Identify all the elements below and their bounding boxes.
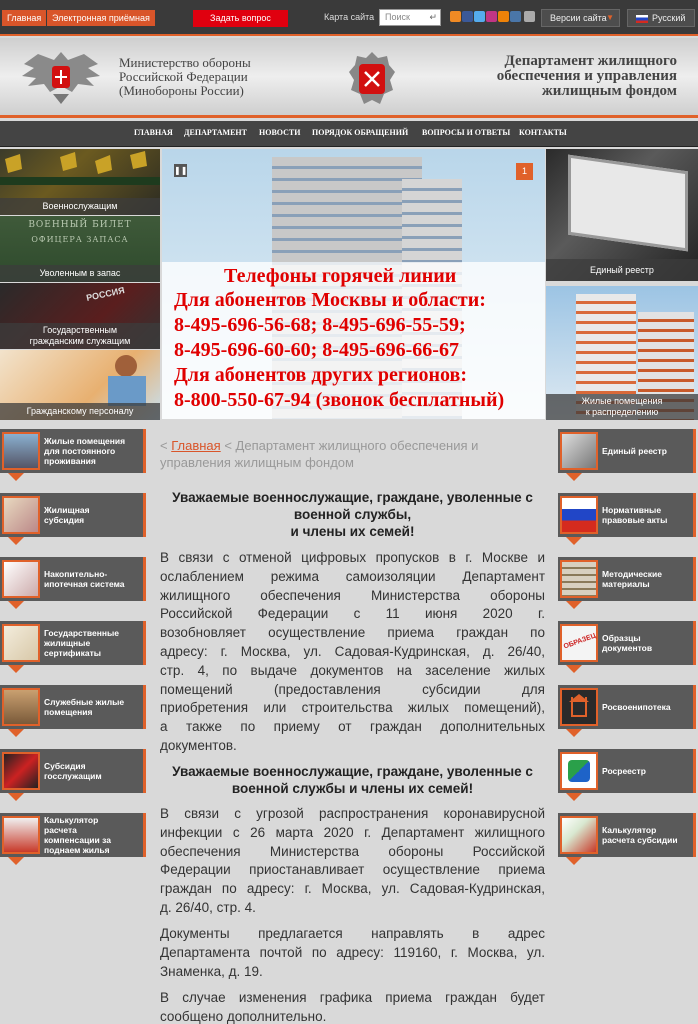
person-image bbox=[115, 355, 137, 377]
passport-image-text: РОССИЯ bbox=[85, 285, 126, 303]
left-menu-item-mortgage-system[interactable] bbox=[0, 557, 146, 601]
slider-page-indicator[interactable]: 1 bbox=[516, 163, 533, 180]
rss-icon[interactable] bbox=[450, 11, 461, 22]
right-menu-label: Росреестр bbox=[602, 766, 646, 776]
subsidy-thumb-icon bbox=[2, 752, 40, 790]
books-thumb-icon bbox=[560, 560, 598, 598]
hotline-line: 8-800-550-67-94 (звонок бесплатный) bbox=[174, 389, 505, 411]
instagram-icon[interactable] bbox=[486, 11, 497, 22]
chevron-down-icon: ▼ bbox=[606, 13, 614, 22]
department-seal-icon bbox=[347, 50, 397, 108]
breadcrumb bbox=[160, 437, 545, 471]
russia-flag-icon bbox=[636, 15, 648, 23]
menu-arrow-icon bbox=[8, 473, 24, 481]
facebook-icon[interactable] bbox=[462, 11, 473, 22]
announcement-paragraph: Документы предлагается направлять в адрес Департамента почтой по адресу: 119160, г. Москва, ул. Знаменка, д. 19. bbox=[160, 926, 545, 979]
menu-arrow-icon bbox=[566, 857, 582, 865]
hero-tile-label: Уволенным в запас bbox=[0, 265, 160, 282]
department-title-line: жилищным фондом bbox=[541, 83, 677, 99]
right-menu-item-subsidy-calculator[interactable] bbox=[558, 813, 696, 857]
department-title-line: обеспечения и управления bbox=[496, 68, 677, 84]
site-header bbox=[0, 38, 698, 118]
ask-question-button[interactable]: Задать вопрос bbox=[193, 10, 288, 27]
right-menu-label: Единый реестр bbox=[602, 446, 667, 456]
right-menu-label: Методические материалы bbox=[602, 569, 662, 589]
hero-tile-label-line: Жилые помещения bbox=[581, 396, 663, 406]
menu-arrow-icon bbox=[8, 601, 24, 609]
laptop-image bbox=[568, 155, 688, 252]
left-menu-item-civil-servant-subsidy[interactable] bbox=[0, 749, 146, 793]
sitemap-link[interactable]: Карта сайта bbox=[324, 12, 375, 22]
hero-tile-military[interactable] bbox=[0, 149, 160, 215]
hotline-banner bbox=[162, 262, 545, 419]
right-menu-item-legal-acts[interactable] bbox=[558, 493, 696, 537]
left-menu-item-rent-calculator[interactable] bbox=[0, 813, 146, 857]
menu-arrow-icon bbox=[566, 473, 582, 481]
announcement-paragraph: В связи с угрозой распространения коронавирусной инфекции с 26 марта 2020 г. Департамент жилищного обеспечения Министерства обороны Российской Федерации приостанавливает осуществление приема граждан по адресу: г. Москва, ул. Садовая-Кудринская, д. 26/40, стр. 4. bbox=[160, 806, 545, 915]
hero-tile-civilian-personnel[interactable] bbox=[0, 350, 160, 420]
hero-slider[interactable] bbox=[162, 149, 545, 419]
right-menu-item-rosreestr[interactable] bbox=[558, 749, 696, 793]
breadcrumb-current: Департамент жилищного обеспечения и bbox=[235, 438, 479, 453]
hero-tile-label bbox=[546, 394, 698, 420]
left-menu-item-permanent-housing[interactable] bbox=[0, 429, 146, 473]
ministry-title[interactable] bbox=[119, 56, 251, 98]
slider-pause-icon[interactable]: ❚❚ bbox=[174, 166, 188, 175]
hero-tile-reserve[interactable] bbox=[0, 216, 160, 282]
ministry-title-line: (Минобороны России) bbox=[119, 83, 244, 98]
menu-arrow-icon bbox=[566, 665, 582, 673]
calculator-thumb-icon bbox=[560, 816, 598, 854]
language-dropdown[interactable] bbox=[627, 9, 695, 27]
left-menu-label: Государственные жилищные сертификаты bbox=[44, 628, 120, 658]
menu-arrow-icon bbox=[8, 537, 24, 545]
left-menu-label: Служебные жилые помещения bbox=[44, 697, 125, 717]
top-home-link[interactable]: Главная bbox=[2, 10, 46, 26]
left-menu-label: Калькулятор расчета компенсации за поднаем жилья bbox=[44, 815, 111, 855]
hero-tile-label bbox=[0, 323, 160, 349]
nav-department[interactable]: ДЕПАРТАМЕНТ bbox=[184, 128, 247, 137]
rosvoenipoteka-logo-icon bbox=[560, 688, 598, 726]
left-menu-label: Субсидия госслужащим bbox=[44, 761, 102, 781]
twitter-icon[interactable] bbox=[474, 11, 485, 22]
right-menu-item-rosvoenipoteka[interactable] bbox=[558, 685, 696, 729]
military-id-image-text: ОФИЦЕРА ЗАПАСА bbox=[31, 235, 129, 244]
certificate-thumb-icon bbox=[2, 624, 40, 662]
double-headed-eagle-emblem-icon[interactable] bbox=[18, 46, 104, 110]
roof-shape-icon bbox=[569, 694, 589, 702]
right-menu-label: Росвоенипотека bbox=[602, 702, 671, 712]
hero-tile-label: Военнослужащим bbox=[0, 198, 160, 215]
hero-tile-label-line: Государственным bbox=[42, 325, 118, 335]
person-image bbox=[108, 376, 146, 406]
site-versions-dropdown[interactable] bbox=[541, 9, 620, 27]
odnoklassniki-icon[interactable] bbox=[498, 11, 509, 22]
right-menu-label: Образцы документов bbox=[602, 633, 653, 653]
money-thumb-icon bbox=[2, 496, 40, 534]
left-menu-label: Накопительно- ипотечная система bbox=[44, 569, 125, 589]
hero-tile-civil-servants[interactable] bbox=[0, 283, 160, 349]
nav-appeal-procedure[interactable]: ПОРЯДОК ОБРАЩЕНИЙ bbox=[312, 128, 409, 137]
sample-document-thumb-icon bbox=[560, 624, 598, 662]
rosreestr-logo-icon bbox=[560, 752, 598, 790]
shoulder-straps-image bbox=[0, 149, 160, 199]
announcement-heading: Уважаемые военнослужащие, граждане, уволенные с военной службы, и члены их семей! bbox=[172, 490, 533, 539]
left-menu-item-state-certificates[interactable] bbox=[0, 621, 146, 665]
breadcrumb-home-link[interactable]: Главная bbox=[171, 438, 221, 453]
hero-tile-unified-registry[interactable] bbox=[546, 149, 698, 281]
electronic-reception-link[interactable]: Электронная приёмная bbox=[47, 10, 155, 26]
announcement-heading: Уважаемые военнослужащие, граждане, уволенные с военной службы и члены их семей! bbox=[172, 764, 533, 796]
calculator-thumb-icon bbox=[2, 816, 40, 854]
hotline-line: 8-495-696-56-68; 8-495-696-55-59; bbox=[174, 314, 466, 336]
hero-tile-label-line: к распределению bbox=[585, 407, 659, 417]
announcement-paragraph: В связи с отменой цифровых пропусков в г. Москве и ослаблением режима самоизоляции Департамент жилищного обеспечения Министерства обороны Российской Федерации с 11 июня 2020 г. возобновляет осуществление приема граждан по адресу: г. Москва, ул. Садовая-Кудринская, д. 26/40, стр. 4, по выдаче документов на заселение жилых помещений (предоставления субсидии для приобретения или строительства жилых помещений), а также по приему от граждан дополнительных документов. bbox=[160, 550, 545, 753]
menu-arrow-icon bbox=[566, 729, 582, 737]
hotline-line: Для абонентов Москвы и области: bbox=[174, 289, 486, 311]
right-menu-label: Калькулятор расчета субсидии bbox=[602, 825, 678, 845]
housing-thumb-icon bbox=[2, 432, 40, 470]
nav-news[interactable]: НОВОСТИ bbox=[259, 128, 301, 137]
left-menu-label: Жилищная субсидия bbox=[44, 505, 90, 525]
military-id-image-text: ВОЕННЫЙ БИЛЕТ bbox=[28, 220, 132, 230]
nav-contacts[interactable]: КОНТАКТЫ bbox=[519, 128, 567, 137]
menu-arrow-icon bbox=[566, 537, 582, 545]
laptop-thumb-icon bbox=[560, 432, 598, 470]
department-title-line: Департамент жилищного bbox=[504, 53, 677, 69]
nav-home[interactable]: ГЛАВНАЯ bbox=[134, 128, 173, 137]
mortgage-thumb-icon bbox=[2, 560, 40, 598]
right-menu-item-document-samples[interactable] bbox=[558, 621, 696, 665]
menu-arrow-icon bbox=[8, 857, 24, 865]
breadcrumb-separator: < bbox=[224, 438, 232, 453]
search-input[interactable] bbox=[379, 9, 441, 26]
hotline-line: Для абонентов других регионов: bbox=[174, 364, 467, 386]
language-label: Русский bbox=[652, 13, 686, 23]
menu-arrow-icon bbox=[8, 665, 24, 673]
hotline-line: Телефоны горячей линии bbox=[224, 265, 457, 287]
top-bar bbox=[0, 0, 698, 36]
menu-arrow-icon bbox=[8, 729, 24, 737]
breadcrumb-separator: < bbox=[160, 438, 168, 453]
hero-tile-housing-distribution[interactable] bbox=[546, 286, 698, 420]
blog-icon[interactable] bbox=[524, 11, 535, 22]
right-menu-label: Нормативные правовые акты bbox=[602, 505, 668, 525]
rosreestr-mark-icon bbox=[568, 760, 590, 782]
main-nav bbox=[0, 121, 698, 147]
vk-icon[interactable] bbox=[510, 11, 521, 22]
left-menu-label: Жилые помещения для постоянного проживания bbox=[44, 436, 126, 466]
hero-tile-label: Гражданскому персоналу bbox=[0, 403, 160, 420]
menu-arrow-icon bbox=[8, 793, 24, 801]
hero-tile-label-line: гражданским служащим bbox=[29, 336, 131, 346]
right-menu-item-unified-registry[interactable] bbox=[558, 429, 696, 473]
left-menu-item-service-housing[interactable] bbox=[0, 685, 146, 729]
right-menu-item-methodical-materials[interactable] bbox=[558, 557, 696, 601]
sample-stamp-text: ОБРАЗЕЦ bbox=[562, 632, 597, 651]
department-title bbox=[497, 54, 677, 99]
nav-faq[interactable]: ВОПРОСЫ И ОТВЕТЫ bbox=[422, 128, 511, 137]
search-placeholder: Поиск bbox=[385, 12, 410, 22]
building-thumb-icon bbox=[2, 688, 40, 726]
menu-arrow-icon bbox=[566, 793, 582, 801]
menu-arrow-icon bbox=[566, 601, 582, 609]
left-menu-item-housing-subsidy[interactable] bbox=[0, 493, 146, 537]
breadcrumb-current: управления жилищным фондом bbox=[160, 455, 354, 470]
hotline-line: 8-495-696-60-60; 8-495-696-66-67 bbox=[174, 339, 459, 361]
site-versions-label: Версии сайта bbox=[550, 13, 607, 23]
russia-flag-thumb-icon bbox=[560, 496, 598, 534]
ministry-title-line: Министерство обороны bbox=[119, 55, 251, 70]
announcement-paragraph: В случае изменения графика приема граждан будет сообщено дополнительно. bbox=[160, 990, 545, 1024]
hero-tile-label: Единый реестр bbox=[546, 259, 698, 281]
ministry-title-line: Российской Федерации bbox=[119, 69, 248, 84]
search-submit-icon[interactable]: ↵ bbox=[429, 12, 437, 22]
